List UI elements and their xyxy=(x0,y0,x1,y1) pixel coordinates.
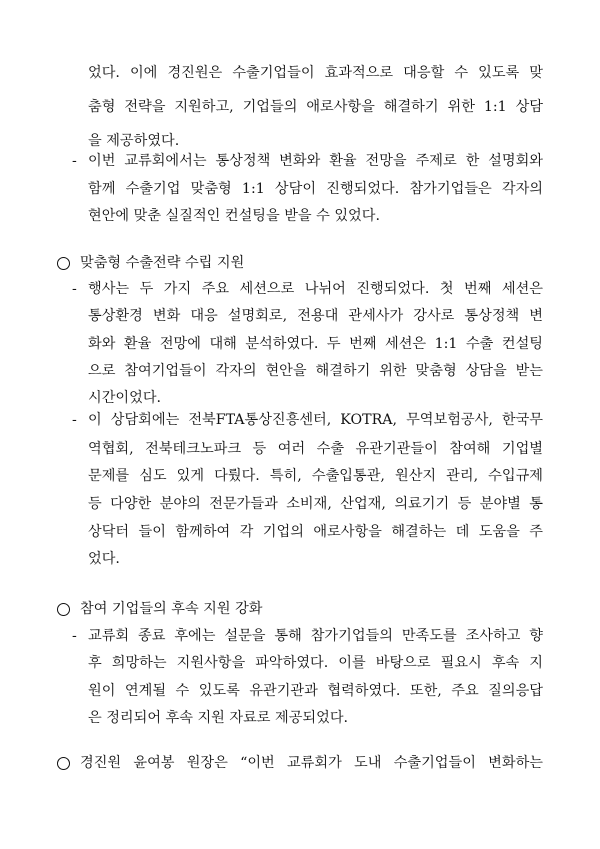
p1-line-3: 을 제공하였다. xyxy=(88,133,180,149)
p4-line-6: 었다. xyxy=(88,551,120,567)
p3-line-1: 행사는 두 가지 주요 세션으로 나뉘어 진행되었다. 첫 번째 세션은 xyxy=(88,281,543,297)
section-circle-icon xyxy=(57,257,70,270)
section-circle-icon xyxy=(57,757,70,770)
p4-line-5: 상닥터 들이 함께하여 각 기업의 애로사항을 해결하는 데 도움을 주 xyxy=(88,524,543,540)
p4-line-2: 역협회, 전북테크노파크 등 여러 수출 유관기관들이 참여해 기업별 xyxy=(88,441,543,457)
p2-line-1: 이번 교류회에서는 통상정책 변화와 환율 전망을 주제로 한 설명회와 xyxy=(88,153,543,169)
section-circle-icon xyxy=(57,603,70,616)
p5-line-1: 교류회 종료 후에는 설문을 통해 참가기업들의 만족도를 조사하고 향 xyxy=(88,628,543,644)
p3-line-2: 통상환경 변화 대응 설명회로, 전용대 관세사가 강사로 통상정책 변 xyxy=(88,308,543,324)
p5-line-2: 후 희망하는 지원사항을 파악하였다. 이를 바탕으로 필요시 후속 지 xyxy=(88,655,543,671)
p2-dash: - xyxy=(72,153,77,169)
p2-line-2: 함께 수출기업 맞춤형 1:1 상담이 진행되었다. 참가기업들은 각자의 xyxy=(88,181,543,197)
p3-line-3: 화와 환율 전망에 대해 분석하였다. 두 번째 세션은 1:1 수출 컨설팅 xyxy=(88,336,543,352)
p4-line-4: 등 다양한 분야의 전문가들과 소비재, 산업재, 의료기기 등 분야별 통 xyxy=(88,496,543,512)
section-heading-3: 경진원 윤여봉 원장은 “이번 교류회가 도내 수출기업들이 변화하는 xyxy=(80,755,543,771)
section-heading-1: 맞춤형 수출전략 수립 지원 xyxy=(80,255,245,271)
p3-dash: - xyxy=(72,281,77,297)
section-heading-2: 참여 기업들의 후속 지원 강화 xyxy=(80,601,263,617)
p1-line-1: 었다. 이에 경진원은 수출기업들이 효과적으로 대응할 수 있도록 맞 xyxy=(88,65,543,81)
p4-line-1: 이 상담회에는 전북FTA통상진흥센터, KOTRA, 무역보험공사, 한국무 xyxy=(88,412,543,428)
p4-dash: - xyxy=(72,412,77,428)
p3-line-4: 으로 참여기업들이 각자의 현안을 해결하기 위한 맞춤형 상담을 받는 xyxy=(88,363,543,379)
p5-dash: - xyxy=(72,628,77,644)
p4-line-3: 문제를 심도 있게 다뤘다. 특히, 수출입통관, 원산지 관리, 수입규제 xyxy=(88,468,543,484)
p1-line-2: 춤형 전략을 지원하고, 기업들의 애로사항을 해결하기 위한 1:1 상담 xyxy=(88,99,543,115)
p5-line-4: 은 정리되어 후속 지원 자료로 제공되었다. xyxy=(88,710,349,726)
p5-line-3: 원이 연계될 수 있도록 유관기관과 협력하였다. 또한, 주요 질의응답 xyxy=(88,683,543,699)
p3-line-5: 시간이었다. xyxy=(88,390,162,406)
p2-line-3: 현안에 맞춘 실질적인 컨설팅을 받을 수 있었다. xyxy=(88,208,380,224)
